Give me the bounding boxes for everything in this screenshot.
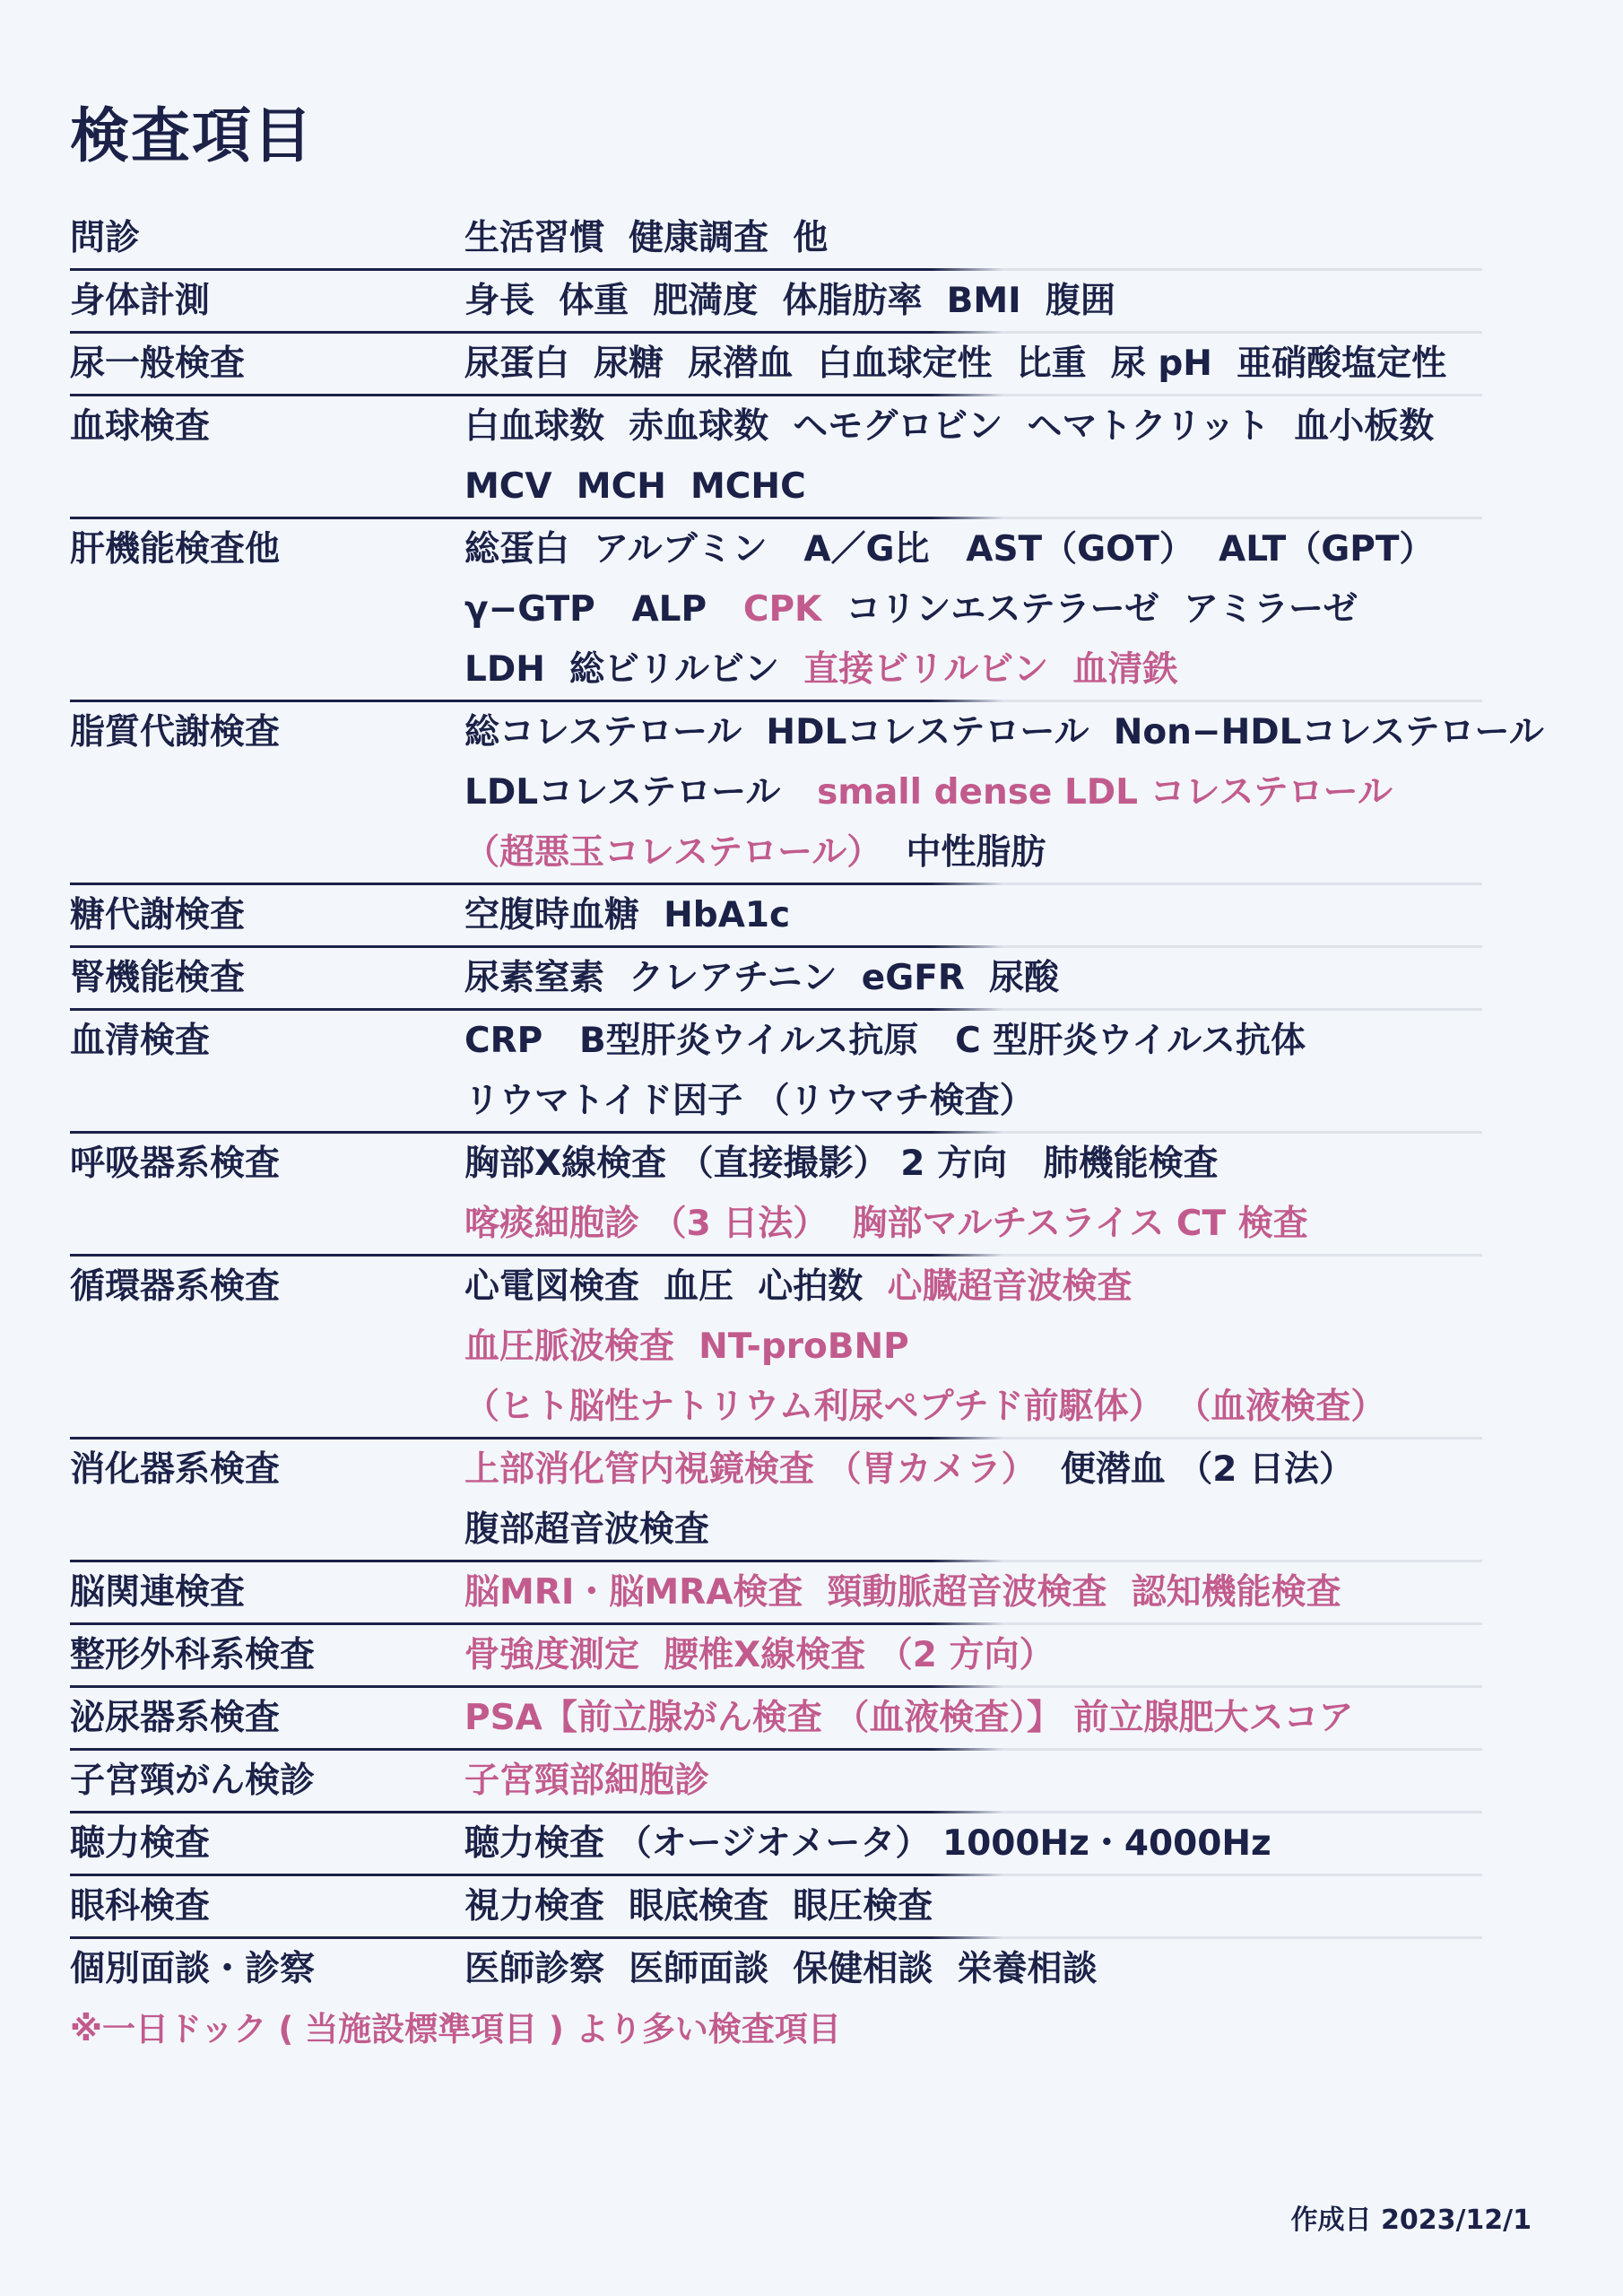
exam-item: コリンエステラーゼ アミラーゼ [821,589,1358,630]
exam-items [464,1257,1482,1437]
exam-category: 糖代謝検査 [70,895,246,935]
exam-item-line [464,1813,1482,1874]
table-row [70,1625,1482,1688]
exam-item-line [464,1377,1482,1437]
exam-category: 脳関連検査 [70,1572,246,1613]
exam-item-line [464,948,1482,1008]
created-date: 作成日 2023/12/1 [1290,2205,1532,2236]
exam-category: 血清検査 [70,1021,211,1061]
exam-item: 胸部X線検査 （直接撮影） 2 方向 肺機能検査 [464,1144,1219,1184]
exam-items [464,948,1482,1008]
exam-item: リウマトイド因子 （リウマチ検査） [464,1081,1035,1121]
table-row [70,702,1544,885]
table-row [70,1813,1482,1876]
exam-item: 便潜血 （2 日法） [1036,1449,1355,1490]
extra-exam-item: small dense LDL コレステロール [817,772,1393,813]
table-row [70,519,1482,702]
exam-items [464,885,1482,945]
exam-item-line [464,702,1544,762]
exam-items [464,1939,1482,1999]
exam-category: 個別面談・診察 [70,1949,316,1989]
exam-item: 心電図検査 血圧 心拍数 [464,1266,888,1307]
exam-items [464,702,1544,883]
table-row [70,948,1482,1011]
extra-exam-item: 骨強度測定 腰椎X線検査 （2 方向） [464,1635,1055,1675]
exam-items [464,1562,1482,1622]
exam-item-line [464,1562,1482,1622]
exam-item-line [464,1751,1482,1811]
exam-item-line [464,396,1482,457]
exam-item-line [464,762,1544,822]
exam-category: 尿一般検査 [70,344,246,384]
exam-item: 総蛋白 アルブミン A／G比 AST（GOT） ALT（GPT） [464,529,1435,570]
table-row [70,1876,1482,1939]
exam-items [464,1688,1482,1748]
exam-item-line [464,1688,1482,1748]
table-row [70,208,1482,271]
exam-item: 腹部超音波検査 [464,1509,710,1550]
exam-items [464,1625,1482,1685]
exam-item: 医師診察 医師面談 保健相談 栄養相談 [464,1949,1098,1989]
exam-items-table [70,208,1544,1999]
exam-category: 泌尿器系検査 [70,1698,281,1738]
exam-category: 腎機能検査 [70,958,246,998]
table-row [70,334,1482,396]
exam-category: 循環器系検査 [70,1266,281,1307]
extra-exam-item: 直接ビリルビン 血清鉄 [803,649,1178,690]
exam-item: LDLコレステロール [464,772,818,813]
exam-item-line [464,1500,1482,1560]
footnote: ※一日ドック ( 当施設標準項目 ) より多い検査項目 [70,2010,841,2048]
exam-item-line [464,639,1482,700]
exam-category: 問診 [70,218,141,258]
exam-items [464,1011,1482,1131]
exam-item: LDH 総ビリルビン [464,649,804,690]
extra-exam-item: PSA【前立腺がん検査 （血液検査）】 [464,1698,1062,1738]
exam-item-line [464,1876,1482,1936]
exam-item-line [464,885,1482,945]
table-row [70,1688,1482,1751]
exam-category: 子宮頸がん検診 [70,1761,316,1801]
exam-category: 整形外科系検査 [70,1635,316,1675]
exam-item-line [464,1625,1482,1685]
exam-item-line [464,1939,1482,1999]
exam-item-line [464,1071,1482,1131]
exam-items [464,208,1482,268]
table-row [70,1939,1482,1999]
exam-category: 消化器系検査 [70,1449,281,1490]
exam-item: γ−GTP ALP [464,589,743,630]
exam-item-line [464,1194,1482,1254]
exam-category: 聴力検査 [70,1823,211,1864]
exam-item-line [464,1011,1482,1071]
table-row [70,1134,1482,1257]
exam-item-line [464,579,1482,639]
exam-category: 肝機能検査他 [70,529,281,570]
extra-exam-item: 血圧脈波検査 NT-proBNP [464,1326,909,1367]
exam-item: 空腹時血糖 HbA1c [464,895,791,935]
extra-exam-item: 上部消化管内視鏡検査 （胃カメラ） [464,1449,1037,1490]
extra-exam-item: （超悪玉コレステロール） [464,832,882,873]
exam-item-line [464,1257,1482,1317]
exam-item: 総コレステロール HDLコレステロール Non−HDLコレステロール [464,712,1544,752]
exam-items [464,1439,1482,1560]
exam-item: 視力検査 眼底検査 眼圧検査 [464,1886,933,1926]
exam-item-line [464,457,1482,517]
extra-exam-item: 子宮頸部細胞診 [464,1761,710,1801]
exam-item-line [464,1134,1482,1194]
exam-item-line [464,519,1482,579]
exam-item: 白血球数 赤血球数 ヘモグロビン ヘマトクリット 血小板数 [464,406,1435,447]
exam-items [464,1876,1482,1936]
extra-exam-item: 脳MRI・脳MRA検査 頸動脈超音波検査 認知機能検査 [464,1572,1341,1613]
extra-exam-item: 喀痰細胞診 （3 日法） 胸部マルチスライス CT 検査 [464,1204,1308,1244]
exam-category: 身体計測 [70,281,211,321]
table-row [70,1562,1482,1625]
table-row [70,1257,1482,1439]
exam-item-line [464,271,1482,331]
exam-items [464,396,1482,517]
table-row [70,396,1482,519]
exam-items [464,1813,1482,1874]
exam-items [464,519,1482,700]
page-title: 検査項目 [70,101,314,170]
exam-category: 脂質代謝検査 [70,712,281,752]
exam-category: 血球検査 [70,406,211,447]
exam-item: 尿素窒素 クレアチニン eGFR 尿酸 [464,958,1060,998]
exam-item-line [464,334,1482,394]
exam-item: 身長 体重 肥満度 体脂肪率 BMI 腹囲 [464,281,1115,321]
exam-items [464,1751,1482,1811]
exam-item: MCV MCH MCHC [464,466,806,507]
extra-exam-item: CPK [742,589,822,630]
extra-exam-item: 前立腺肥大スコア [1061,1698,1354,1738]
exam-item-line [464,1317,1482,1377]
exam-items [464,271,1482,331]
table-row [70,271,1482,334]
table-row [70,885,1482,948]
exam-item-line [464,208,1482,268]
exam-item-line [464,822,1544,883]
exam-item: CRP B型肝炎ウイルス抗原 C 型肝炎ウイルス抗体 [464,1021,1306,1061]
table-row [70,1011,1482,1134]
exam-item: 生活習慣 健康調査 他 [464,218,829,258]
exam-category: 眼科検査 [70,1886,211,1926]
exam-item: 尿蛋白 尿糖 尿潜血 白血球定性 比重 尿 pH 亜硝酸塩定性 [464,344,1447,384]
exam-item: 聴力検査 （オージオメータ） 1000Hz・4000Hz [464,1823,1271,1864]
extra-exam-item: （ヒト脳性ナトリウム利尿ペプチド前駆体） （血液検査） [464,1387,1386,1427]
table-row [70,1439,1482,1562]
exam-items [464,1134,1482,1254]
extra-exam-item: 心臓超音波検査 [887,1266,1133,1307]
exam-items [464,334,1482,394]
exam-item: 中性脂肪 [881,832,1046,873]
exam-category: 呼吸器系検査 [70,1144,281,1184]
table-row [70,1751,1482,1813]
exam-item-line [464,1439,1482,1500]
